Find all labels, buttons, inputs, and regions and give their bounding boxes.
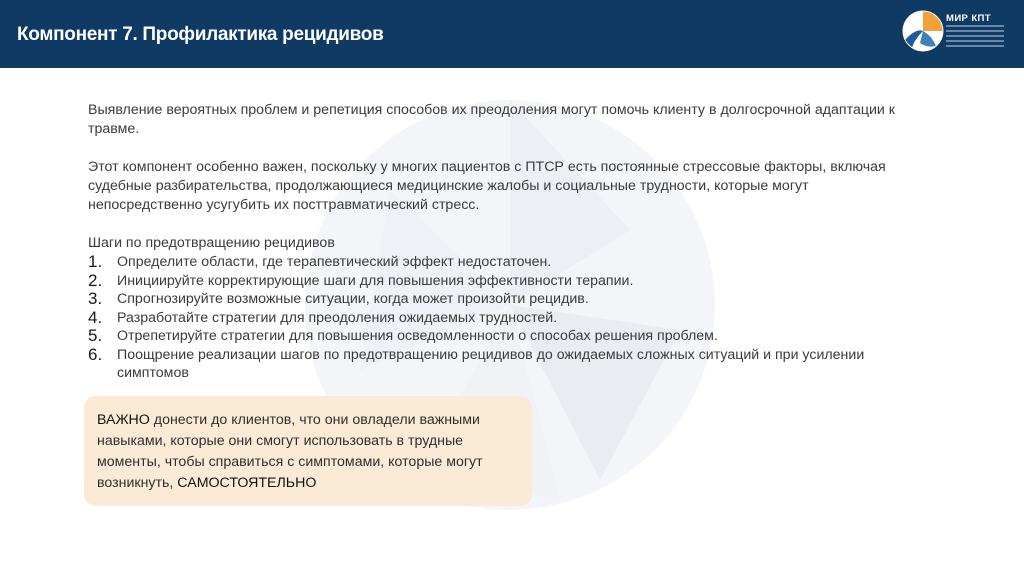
callout-body: донести до клиентов, что они овладели важными навыками, которые они смогут использовать в трудные моменты, чтобы справиться с симптомами, которые могут возникнуть,: [97, 412, 483, 491]
callout-lead: ВАЖНО: [97, 412, 150, 428]
important-callout: [84, 396, 532, 506]
globe-logo-icon: [902, 10, 944, 52]
slide-title: Компонент 7. Профилактика рецидивов: [17, 24, 384, 45]
callout-tail: САМОСТОЯТЕЛЬНО: [177, 475, 317, 491]
list-item: 2. Инициируйте корректирующие шаги для повышения эффективности терапии.: [88, 270, 634, 290]
slide-content: [88, 101, 918, 383]
steps-heading: Шаги по предотвращению рецидивов: [88, 235, 335, 251]
importance-paragraph: Этот компонент особенно важен, поскольку у многих пациентов с ПТСР есть постоянные стрессовые факторы, включая судебные разбирательства, продолжающиеся медицинские жалобы и социальные трудности, которые могут непосредственно усугубить их посттравматический стресс.: [88, 159, 886, 213]
list-item: 5. Отрепетируйте стратегии для повышения осведомленности о способах решения проблем.: [88, 326, 718, 345]
list-item: 6. Поощрение реализации шагов по предотвращению рецидивов до ожидаемых сложных ситуаций и при усилении симптомов: [88, 344, 865, 381]
list-item: 1. Определите области, где терапевтический эффект недостаточен.: [88, 252, 552, 271]
logo: [902, 10, 1012, 58]
logo-subtitle-lines: [946, 25, 1004, 50]
header-bar: [0, 0, 1024, 68]
intro-paragraph: Выявление вероятных проблем и репетиция способов их преодоления могут помочь клиенту в долгосрочной адаптации к травме.: [88, 102, 895, 137]
logo-text: МИР КПТ: [946, 13, 991, 24]
list-item: 4. Разработайте стратегии для преодоления ожидаемых трудностей.: [88, 307, 558, 327]
steps-list: [88, 253, 918, 383]
callout-text: [97, 410, 522, 494]
list-item: 3. Спрогнозируйте возможные ситуации, когда может произойти рецидив.: [88, 289, 589, 308]
